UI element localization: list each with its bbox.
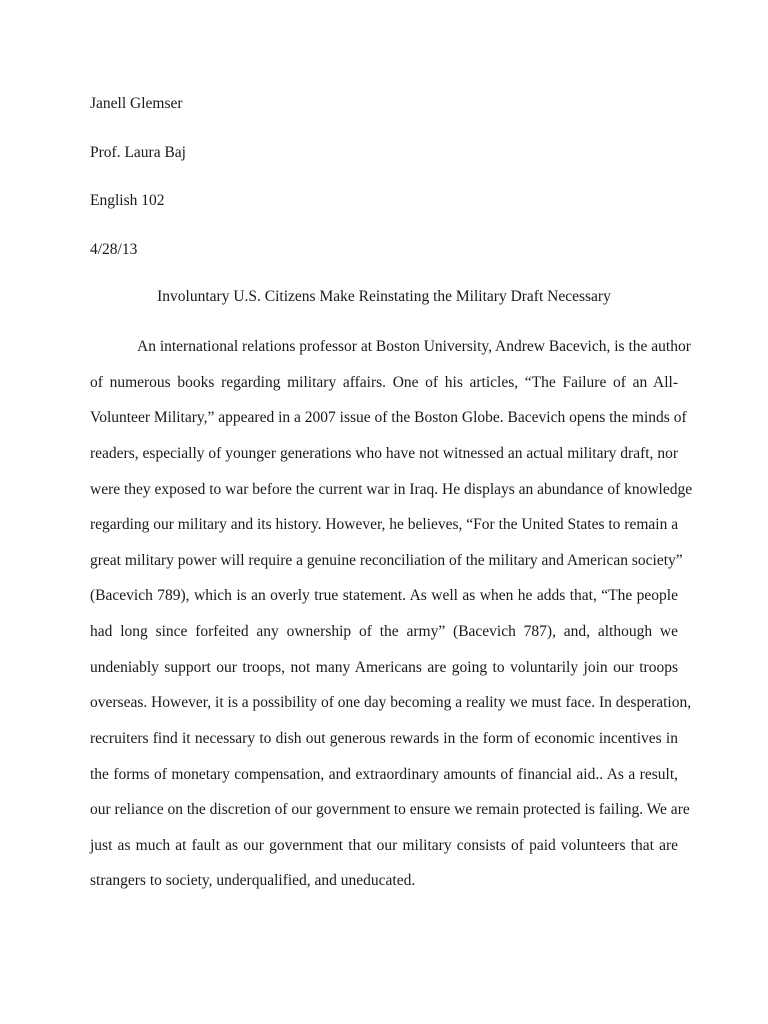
essay-date: 4/28/13: [90, 241, 138, 258]
body-line-2: of numerous books regarding military affairs. One of his articles, “The Failure of an All-: [90, 374, 678, 391]
body-line-9: had long since forfeited any ownership of the army” (Bacevich 787), and, although we: [90, 623, 678, 640]
body-line-15: just as much at fault as our government that our military consists of paid volunteers that are: [90, 837, 678, 854]
body-line-6: regarding our military and its history. However, he believes, “For the United States to remain a: [90, 516, 679, 533]
body-line-4: readers, especially of younger generations who have not witnessed an actual military draft, nor: [90, 445, 678, 462]
body-line-7: great military power will require a genuine reconciliation of the military and American society”: [90, 552, 683, 569]
body-line-14: our reliance on the discretion of our government to ensure we remain protected is failing. We are: [90, 801, 690, 818]
professor-name: Prof. Laura Baj: [90, 144, 186, 161]
essay-title: Involuntary U.S. Citizens Make Reinstating the Military Draft Necessary: [157, 288, 611, 305]
body-line-16: strangers to society, underqualified, and uneducated.: [90, 872, 416, 889]
body-line-3: Volunteer Military,” appeared in a 2007 issue of the Boston Globe. Bacevich opens the minds of: [90, 409, 687, 426]
body-line-13: the forms of monetary compensation, and extraordinary amounts of financial aid.. As a result,: [90, 766, 678, 783]
body-line-12: recruiters find it necessary to dish out generous rewards in the form of economic incentives in: [90, 730, 678, 747]
body-line-8: (Bacevich 789), which is an overly true statement. As well as when he adds that, “The people: [90, 587, 678, 604]
body-line-10: undeniably support our troops, not many Americans are going to voluntarily join our troops: [90, 659, 678, 676]
course-name: English 102: [90, 192, 165, 209]
body-line-1: An international relations professor at Boston University, Andrew Bacevich, is the author: [137, 338, 691, 355]
body-line-5: were they exposed to war before the current war in Iraq. He displays an abundance of knowledge: [90, 481, 693, 498]
body-line-11: overseas. However, it is a possibility of one day becoming a reality we must face. In desperation,: [90, 694, 692, 711]
author-name: Janell Glemser: [90, 95, 183, 112]
